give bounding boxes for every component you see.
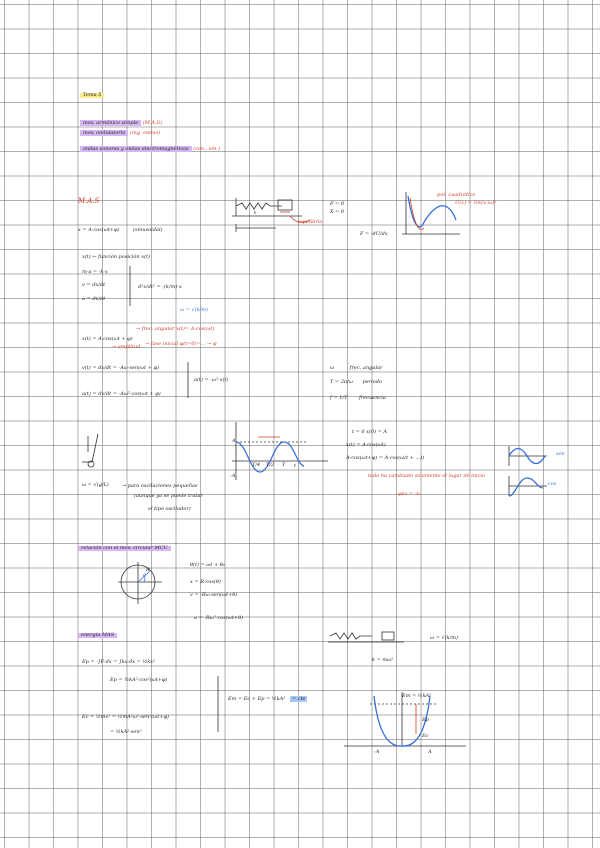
graph-t3: T	[282, 462, 286, 468]
position-line-3: v = dx/dt	[82, 282, 106, 288]
section-title-mas: M.A.S	[78, 197, 100, 205]
graph-t: t	[294, 463, 297, 469]
em-eq: Em = Ec + Ep = ½kA²	[228, 696, 286, 702]
topic-ondas	[80, 147, 220, 152]
mini-cos-graph	[507, 474, 551, 498]
topic-note: (mg. ondas)	[130, 130, 161, 136]
omega-definition: ω = √(k/m)	[180, 307, 208, 313]
graph-t1: T/4	[252, 462, 261, 468]
energy-ec: Ec = ½mv² = ½mA²ω²·sen²(ωt+φ)	[82, 714, 169, 720]
section-title-energy: energía MAS	[78, 633, 117, 638]
sol-note-2: → amplitud	[112, 344, 141, 350]
spring-f: F = 0	[330, 201, 345, 207]
mini-sin-label: sen	[556, 451, 565, 457]
init-cond-3: A·cos(ωt+φ) = A·cos(ω(t + ...))	[346, 455, 425, 461]
def-text: frec. angular	[349, 365, 383, 371]
topic-label: mov. ondulatorio	[80, 130, 128, 136]
energy-ep2: Ep = ½kA²·cos²(ωt+φ)	[110, 677, 168, 683]
section-title-circular: relación con el mov. circular MCU	[78, 546, 171, 551]
eq-note: (sinusoidal)	[133, 227, 163, 233]
circle-r: R	[146, 567, 150, 573]
energy-k: k = mω²	[372, 657, 394, 663]
a-of-t: a(t) = dv/dt = -Aω²·cos(ωt + φ)	[82, 391, 161, 397]
cosine-graph	[228, 420, 332, 486]
graph-neg-a: -A	[230, 473, 236, 479]
ode-equation: d²x/dt² = -(k/m)·x	[138, 284, 182, 290]
pendulum-omega: ω = √(g/L)	[82, 482, 109, 488]
topic-note: (M.A.S)	[142, 120, 163, 126]
energy-graph-a: A	[428, 749, 432, 755]
position-equation	[78, 228, 163, 233]
def-sym: ω	[330, 365, 335, 371]
brace-2	[186, 362, 190, 398]
def-sym: f = 1/T	[330, 395, 348, 401]
circular-eq-2: x = R·cos(θ)	[190, 579, 221, 585]
pendulum-note-3: el tipo oscilador)	[148, 506, 191, 512]
def-text: periodo	[362, 379, 382, 385]
graph-a: A	[232, 438, 236, 444]
sol-note-1: → frec. angular x(t)= A·cos(ωt)	[136, 326, 215, 332]
init-result: φ/ω = -t₀	[398, 491, 421, 497]
mini-cos-label: cos	[548, 481, 557, 487]
pendulum-note-1: → para oscilaciones pequeñas	[122, 483, 198, 489]
energy-graph	[340, 690, 470, 752]
init-cond-1: t = 0 x(0) = A	[352, 429, 388, 435]
def-period	[330, 380, 382, 385]
energy-omega: ω = √(k/m)	[430, 635, 458, 641]
circle-diagram	[114, 560, 164, 606]
spring-diagram-2	[328, 630, 408, 644]
a-relation: a(t) = -ω²·x(t)	[194, 377, 229, 383]
init-cond-2: x(t) = A·cos(ωt)	[346, 442, 386, 448]
potential-note: pot. cuadrático	[437, 192, 476, 198]
energy-graph-top: Em = ½kA²	[402, 693, 432, 699]
mini-sin-graph	[507, 444, 551, 468]
v-of-t: v(t) = dx/dt = -Aω·sen(ωt + φ)	[82, 365, 159, 371]
topic-label: mov. armónico simple	[80, 120, 141, 126]
em-note: = cte	[291, 696, 306, 702]
position-line-2: m·a = -k·x	[82, 269, 108, 275]
svg-text:k: k	[254, 210, 257, 215]
force-from-potential: F = -dU/dx	[360, 231, 388, 237]
brace-1	[128, 266, 132, 306]
pendulum-diagram	[78, 432, 118, 476]
topic-ondulatorio	[80, 131, 160, 136]
potential-formula: U(x) = ½k(x-x₀)²	[455, 200, 497, 206]
graph-t2: T/2	[266, 462, 275, 468]
def-text: frecuencia	[359, 395, 386, 401]
topic-mas	[80, 121, 162, 126]
topic-label: ondas sonoras y ondas electromagnéticas	[80, 146, 192, 152]
energy-ep: Ep = -∫F·dx = ∫kx·dx = ½kx²	[82, 659, 156, 665]
def-sym: T = 2π/ω	[330, 379, 353, 385]
sol-note-3: → fase inicial φ(t=0)=... → φ	[145, 341, 217, 347]
spring-x: X = 0	[330, 209, 345, 215]
def-omega	[330, 366, 382, 371]
brace-3	[216, 676, 220, 732]
topic-note: (son., em.)	[193, 146, 221, 152]
energy-graph-neg-a: -A	[374, 749, 380, 755]
circular-eq-1: θ(t) = ωt + θ₀	[190, 562, 225, 568]
circular-eq-4: a = -Rω²·cos(ωt+θ)	[194, 615, 244, 621]
energy-em	[228, 697, 307, 702]
eq-text: x = A·cos(ωt+φ)	[78, 227, 120, 233]
pendulum-note-2: (aunque ya se puede tratar	[134, 493, 203, 499]
position-line-4: a = dv/dt	[82, 296, 106, 302]
circular-eq-3: v = -Rω·sen(ωt+θ)	[190, 592, 238, 598]
x-of-t: x(t) = A·cos(ωt + φ)	[82, 336, 133, 342]
position-line-1: x(t) ← función posición x(t)	[82, 254, 150, 260]
energy-graph-ep: Ep	[422, 717, 429, 723]
def-frequency	[330, 396, 386, 401]
circle-theta: θ	[143, 573, 147, 579]
energy-ec2: = ½kA²·sen²	[110, 729, 142, 735]
chapter-tag: Tema 5	[80, 93, 104, 98]
spring-equilibrium-label: equilibrio	[298, 219, 323, 225]
energy-graph-ec: Ec	[422, 733, 429, 739]
init-note: todo ha cambiado solamente el lugar de inicio	[368, 473, 486, 479]
